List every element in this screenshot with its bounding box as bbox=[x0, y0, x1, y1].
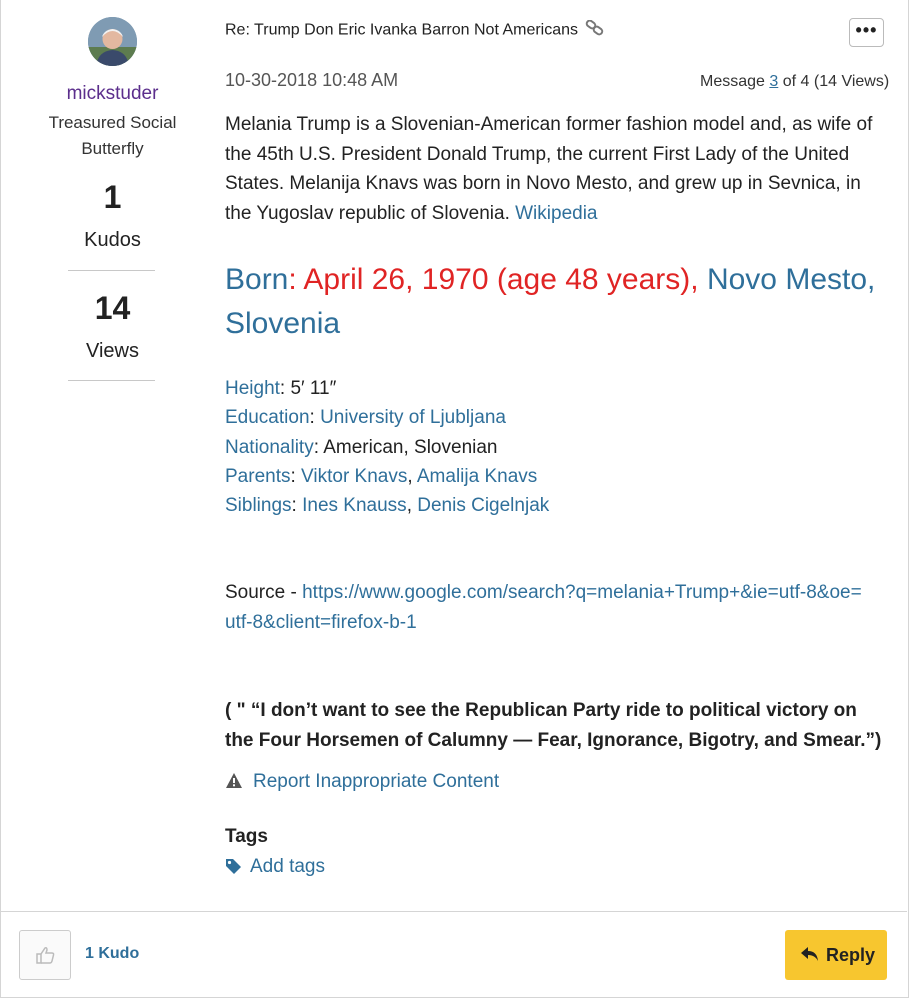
intro-text: Melania Trump is a Slovenian-American former fashion model and, as wife of the 45th U.S. President Donald Trump, the current First Lady of the United States. Melanija Knavs was born in Novo Mesto, and grew up in Sevnica, in the Yugoslav republic of Slovenia. bbox=[225, 114, 873, 224]
message-subject[interactable] bbox=[225, 20, 605, 41]
fact-value: 5′ 11″ bbox=[290, 378, 337, 399]
give-kudo-button[interactable] bbox=[19, 930, 71, 980]
stat-divider bbox=[68, 270, 155, 271]
chain-link-icon[interactable] bbox=[585, 20, 605, 41]
kudos-count: 1 bbox=[103, 179, 122, 215]
message-position bbox=[700, 73, 889, 91]
fact-sep: : bbox=[309, 407, 321, 429]
fact-label[interactable]: Height bbox=[225, 378, 280, 399]
fact-link[interactable]: Amalija Knavs bbox=[416, 465, 538, 487]
add-tags-label[interactable]: Add tags bbox=[250, 856, 325, 877]
facts-list bbox=[225, 374, 549, 520]
views-count: 14 bbox=[94, 290, 131, 326]
message-index-link[interactable]: 3 bbox=[769, 73, 779, 90]
reply-button[interactable] bbox=[785, 930, 887, 980]
source-url-link[interactable]: https://www.google.com/search?q=melania+Trump+&ie=utf-8&oe=utf-8&client=firefox-b-1 bbox=[225, 582, 862, 633]
avatar-image bbox=[88, 17, 137, 66]
born-colon: : bbox=[288, 263, 304, 296]
subject-text[interactable]: Re: Trump Don Eric Ivanka Barron Not Americans bbox=[225, 21, 579, 39]
fact-comma: , bbox=[407, 465, 417, 487]
fact-link[interactable]: Denis Cigelnjak bbox=[417, 495, 550, 517]
fact-row-nationality bbox=[225, 433, 549, 462]
born-label[interactable]: Born bbox=[225, 263, 289, 296]
more-options-button[interactable] bbox=[849, 18, 884, 47]
born-place-link[interactable]: Novo Mesto, Slovenia bbox=[225, 263, 876, 340]
post-date: 10-30-2018 10:48 AM bbox=[225, 70, 399, 90]
source-prefix: Source - bbox=[225, 582, 303, 603]
fact-row-parents bbox=[225, 462, 549, 491]
signature-quote: ( " “I don’t want to see the Republican Party ride to political victory on the Four Horsemen of Calumny — Fear, Ignorance, Bigotry, and Smear.”) bbox=[225, 700, 882, 751]
message-total: of 4 bbox=[778, 73, 810, 90]
fact-label[interactable]: Siblings bbox=[225, 495, 292, 517]
reply-label[interactable]: Reply bbox=[826, 945, 876, 965]
fact-link[interactable]: Ines Knauss bbox=[302, 495, 407, 517]
wikipedia-link[interactable]: Wikipedia bbox=[515, 202, 598, 224]
fact-label[interactable]: Nationality bbox=[225, 436, 314, 458]
warning-icon bbox=[225, 772, 243, 795]
source-line bbox=[225, 578, 865, 637]
add-tags-link[interactable] bbox=[225, 856, 325, 880]
message-prefix: Message bbox=[700, 73, 770, 90]
tag-icon bbox=[225, 858, 242, 880]
born-heading bbox=[225, 258, 885, 346]
thumbs-up-icon bbox=[36, 946, 55, 969]
kudos-label: Kudos bbox=[84, 229, 141, 251]
tags-heading: Tags bbox=[225, 826, 268, 847]
reply-arrow-icon bbox=[800, 945, 820, 968]
author-username[interactable]: mickstuder bbox=[66, 83, 159, 104]
views-label: Views bbox=[86, 340, 139, 362]
fact-sep: : bbox=[291, 495, 303, 517]
author-rank: Treasured Social Butterfly bbox=[48, 113, 177, 158]
report-label[interactable]: Report Inappropriate Content bbox=[253, 771, 500, 792]
user-avatar[interactable] bbox=[88, 17, 137, 66]
fact-row-siblings bbox=[225, 491, 549, 520]
fact-sep: : bbox=[279, 378, 291, 399]
fact-row-education bbox=[225, 403, 549, 432]
message-views: (14 Views) bbox=[809, 73, 890, 90]
message-body bbox=[225, 110, 890, 228]
footer-divider bbox=[0, 911, 907, 912]
more-options-icon: ••• bbox=[855, 20, 878, 40]
report-content-link[interactable] bbox=[225, 771, 499, 795]
fact-label[interactable]: Parents bbox=[225, 465, 291, 487]
fact-value: American, Slovenian bbox=[323, 436, 498, 458]
born-date: April 26, 1970 (age 48 years), bbox=[303, 263, 699, 296]
fact-link[interactable]: Viktor Knavs bbox=[301, 465, 408, 487]
fact-comma: , bbox=[406, 495, 418, 517]
fact-label[interactable]: Education bbox=[225, 407, 310, 429]
fact-sep: : bbox=[313, 436, 324, 458]
fact-row-height bbox=[225, 374, 549, 403]
stat-divider bbox=[68, 380, 155, 381]
fact-link[interactable]: University of Ljubljana bbox=[320, 407, 506, 429]
kudo-count-link[interactable]: 1 Kudo bbox=[85, 945, 140, 962]
fact-sep: : bbox=[290, 465, 302, 487]
